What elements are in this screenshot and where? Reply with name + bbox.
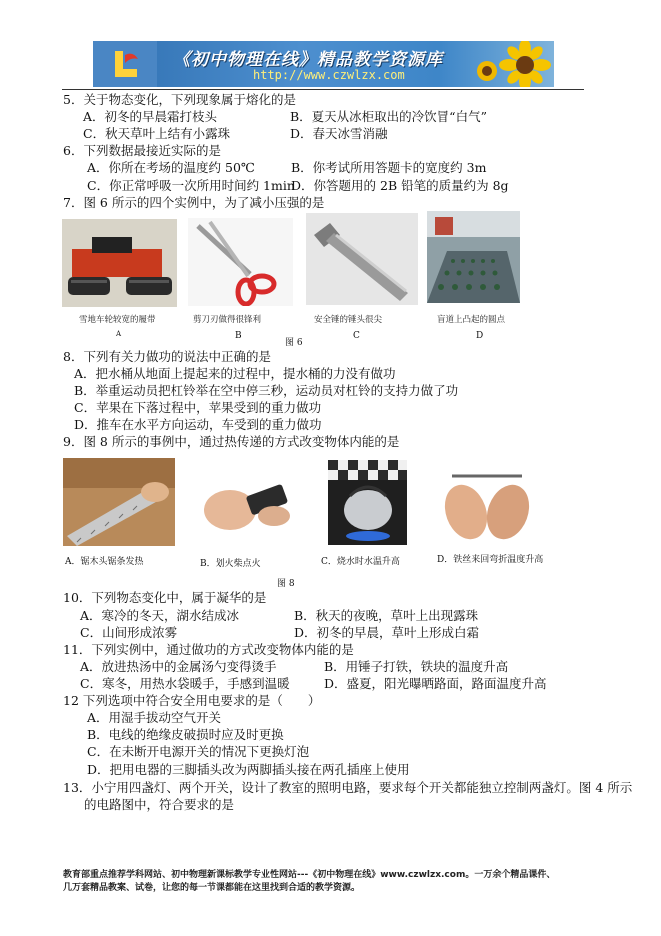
q13-line1: 13．小宁用四盏灯、两个开关，设计了教室的照明电路，要求每个开关都能独立控制两盏灯。图 4 所示 [63, 780, 633, 795]
q10-option-b: B．秋天的夜晚，草叶上出现露珠 [294, 608, 479, 623]
q7-letter-a: A [116, 330, 122, 338]
q7-letter-d: D [476, 331, 484, 341]
q9-caption-c: C．烧水时水温升高 [321, 557, 400, 567]
q8-option-d: D．推车在水平方向运动，车受到的重力做功 [74, 417, 322, 432]
safety-hammer-image [306, 213, 418, 305]
q11-stem: 11．下列实例中，通过做功的方式改变物体内能的是 [63, 642, 354, 657]
match-striking-image [196, 460, 300, 545]
footer-line1: 教育部重点推荐学科网站、初中物理新课标教学专业性网站---《初中物理在线》www.czwlzx.com。一万余个精品课件、 [63, 870, 556, 880]
q5-option-c: C．秋天草叶上结有小露珠 [83, 126, 231, 141]
scissors-image [188, 218, 293, 306]
q6-option-c: C．你正常呼吸一次所用时间约 1min [87, 178, 295, 193]
q11-option-c: C．寒冬，用热水袋暖手，手感到温暖 [80, 676, 290, 691]
q6-option-a: A．你所在考场的温度约 50℃ [87, 160, 255, 175]
q11-option-b: B．用锤子打铁，铁块的温度升高 [324, 659, 509, 674]
q6-stem: 6．下列数据最接近实际的是 [63, 143, 221, 158]
q10-option-a: A．寒冷的冬天，湖水结成冰 [80, 608, 240, 623]
q5-option-d: D．春天冰雪消融 [290, 126, 388, 141]
q12-option-a: A．用湿手拔动空气开关 [87, 710, 222, 725]
q11-option-d: D．盛夏，阳光曝晒路面，路面温度升高 [324, 676, 547, 691]
q12-option-c: C．在未断开电源开关的情况下更换灯泡 [87, 744, 310, 759]
sawing-image [63, 458, 175, 546]
header-rule [62, 89, 584, 90]
q8-option-b: B．举重运动员把杠铃举在空中停三秒，运动员对杠铃的支持力做了功 [74, 383, 459, 398]
q9-caption-a: A．锯木头锯条发热 [65, 557, 144, 567]
q12-option-d: D．把用电器的三脚插头改为两脚插头接在两孔插座上使用 [87, 762, 410, 777]
sunflower-icon [473, 41, 554, 87]
q13-line2: 的电路图中，符合要求的是 [84, 797, 235, 812]
figure-6-label: 图 6 [285, 338, 303, 348]
banner-url: http://www.czwlzx.com [253, 68, 405, 82]
q12-stem: 12 下列选项中符合安全用电要求的是（ ） [63, 693, 321, 708]
q9-stem: 9．图 8 所示的事例中，通过热传递的方式改变物体内能的是 [63, 434, 400, 449]
q7-caption-c: 安全锤的锤头很尖 [314, 315, 383, 325]
q10-option-c: C．山间形成浓雾 [80, 625, 178, 640]
q7-caption-a: 雪地车轮较宽的履带 [79, 315, 156, 325]
q8-option-c: C．苹果在下落过程中，苹果受到的重力做功 [74, 400, 322, 415]
tactile-paving-image [427, 211, 520, 303]
q5-option-b: B．夏天从冰柜取出的冷饮冒“白气” [290, 109, 487, 124]
figure-8-label: 图 8 [277, 579, 295, 589]
kettle-image [328, 460, 407, 545]
site-logo [93, 41, 157, 87]
q9-caption-b: B．划火柴点火 [200, 559, 261, 569]
q8-option-a: A．把水桶从地面上提起来的过程中，提水桶的力没有做功 [74, 366, 396, 381]
q5-option-a: A．初冬的早晨霜打枝头 [83, 109, 218, 124]
q10-stem: 10．下列物态变化中，属于凝华的是 [63, 590, 267, 605]
q7-letter-c: C [353, 331, 360, 341]
q7-caption-b: 剪刀刃做得很锋利 [193, 315, 262, 325]
q7-letter-b: B [235, 331, 242, 341]
q8-stem: 8．下列有关力做功的说法中正确的是 [63, 349, 271, 364]
snowmobile-image [62, 219, 177, 307]
q10-option-d: D．初冬的早晨，草叶上形成白霜 [294, 625, 480, 640]
q6-option-d: D．你答题用的 2B 铅笔的质量约为 8g [291, 178, 509, 193]
wire-bending-image [432, 462, 542, 546]
q7-stem: 7．图 6 所示的四个实例中，为了减小压强的是 [63, 195, 325, 210]
footer-line2: 几万套精品教案、试卷，让您的每一节课都能在这里找到合适的教学资源。 [63, 883, 361, 893]
q12-option-b: B．电线的绝缘皮破损时应及时更换 [87, 727, 284, 742]
q5-stem: 5．关于物态变化，下列现象属于熔化的是 [63, 92, 296, 107]
q9-caption-d: D．铁丝来回弯折温度升高 [437, 555, 544, 565]
banner-title: 《初中物理在线》精品教学资源库 [173, 50, 443, 70]
q11-option-a: A．放进热汤中的金属汤勺变得烫手 [80, 659, 277, 674]
header-banner [93, 41, 554, 87]
q7-caption-d: 盲道上凸起的圆点 [437, 315, 506, 325]
q6-option-b: B．你考试所用答题卡的宽度约 3m [291, 160, 487, 175]
